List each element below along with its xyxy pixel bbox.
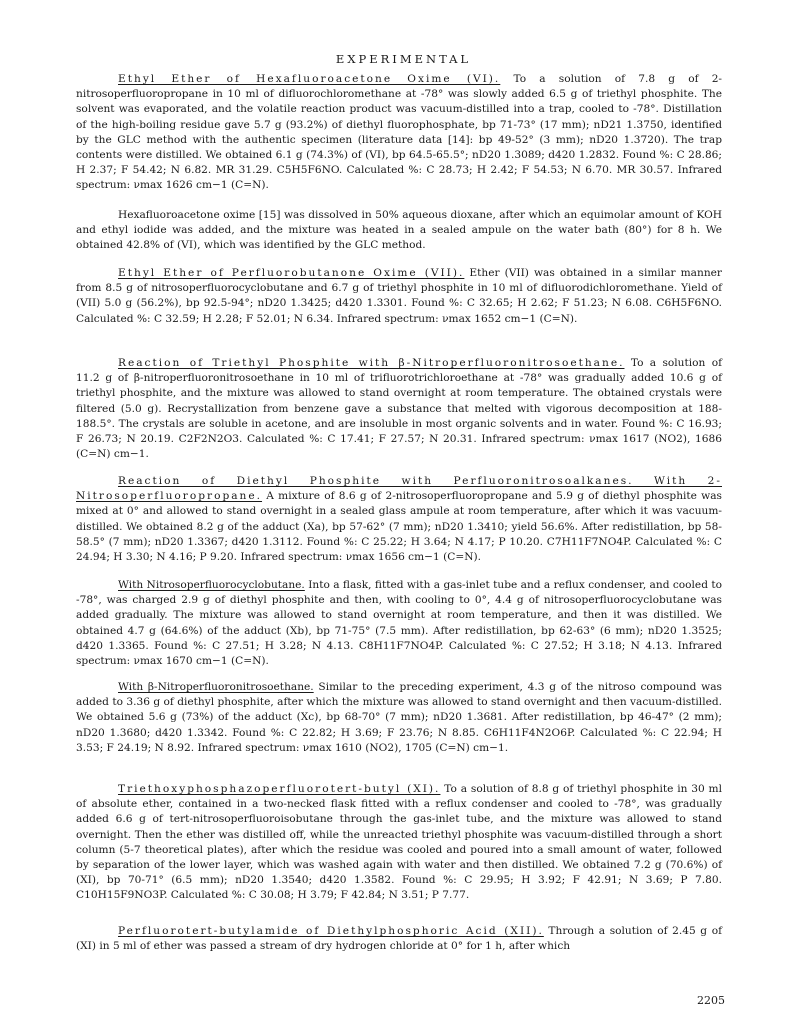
paragraph-nitrosoperfluorocyclobutane	[76, 578, 722, 669]
paragraph-text: Through a solution of 2.45 g of (XI) in 5 ml of ether was passed a stream of dry hydrogen chloride at 0° for 1 h, after which	[76, 925, 722, 953]
paragraph-text: Similar to the preceding experiment, 4.3 g of the nitroso compound was added to 3.36 g of diethyl phosphite, after which the mixture was allowed to stand overnight and then vacuum-distilled. We obtained 5.6 g (73%) of the adduct (Xc), bp 68-70° (7 mm); nD20 1.3681. After redistillation, bp 46-47° (2 mm); nD20 1.3680; d420 1.3342. Found %: C 22.82; H 3.69; F 23.76; N 8.85. C6H11F4N2O6P. Calculated %: C 22.94; H 3.53; F 24.19; N 8.92. Infrared spectrum: νmax 1610 (NO2), 1705 (C=N) cm−1.	[76, 681, 722, 754]
paragraph-lead: Reaction of Triethyl Phosphite with β-Nitroperfluoronitrosoethane.	[118, 357, 625, 369]
paragraph-lead: Triethoxyphosphazoperfluorotert-butyl (XI).	[118, 783, 441, 795]
paragraph-text: To a solution of 7.8 g of 2-nitrosoperfluoropropane in 10 ml of difluorochloromethane at -78° was slowly added 6.5 g of triethyl phosphite. The solvent was evaporated, and the volatile reaction product was vacuum-distilled into a trap, cooled to -78°. Distillation of the high-boiling residue gave 5.7 g (93.2%) of diethyl fluorophosphate, bp 71-73° (17 mm); nD21 1.3750, identified by the GLC method with the authentic specimen (literature data [14]: bp 49-52° (3 mm); nD20 1.3720). The trap contents were distilled. We obtained 6.1 g (74.3%) of (VI), bp 64.5-65.5°; nD20 1.3089; d420 1.2832. Found %: C 28.86; H 2.37; F 54.42; N 6.82. MR 31.29. C5H5F6NO. Calculated %: C 28.73; H 2.42; F 54.53; N 6.70. MR 30.57. Infrared spectrum: νmax 1626 cm−1 (C=N).	[76, 73, 723, 192]
paragraph-triethyl-phosphite-nitroperfluoronitrosoethane	[76, 356, 722, 462]
paragraph-ethyl-ether-hexafluoroacetone-oxime	[76, 72, 722, 194]
paragraph-text: A mixture of 8.6 g of 2-nitrosoperfluoropropane and 5.9 g of diethyl phosphite was mixed at 0° and allowed to stand overnight in a sealed glass ampule at room temperature, after which it was vacuum-distilled. We obtained 8.2 g of the adduct (Xa), bp 57-62° (7 mm); nD20 1.3410; yield 56.6%. After redistillation, bp 58-58.5° (7 mm); nD20 1.3367; d420 1.3112. Found %: C 25.22; H 3.64; N 4.17; P 10.20. C7H11F7NO4P. Calculated %: C 24.94; H 3.30; N 4.16; P 9.20. Infrared spectrum: νmax 1656 cm−1 (C=N).	[76, 490, 722, 564]
paragraph-hexafluoroacetone-oxime-method	[76, 208, 722, 254]
paragraph-lead: Reaction of Diethyl Phosphite with Perfluoronitrosoalkanes. With 2-Nitrosoperfluoropropane.	[76, 475, 722, 503]
paragraph-lead: With β-Nitroperfluoronitrosoethane.	[118, 681, 314, 693]
paragraph-ethyl-ether-perfluorobutanone-oxime	[76, 266, 722, 327]
paragraph-text: To a solution of 8.8 g of triethyl phosphite in 30 ml of absolute ether, contained in a two-necked flask fitted with a reflux condenser and cooled to -78°, was gradually added 6.6 g of tert-nitrosoperfluoroisobutane through the gas-inlet tube, and the mixture was allowed to stand overnight. Then the ether was distilled off, while the unreacted triethyl phosphite was vacuum-distilled through a short column (5-7 theoretical plates), after which the residue was cooled and poured into a small amount of water, followed by separation of the lower layer, which was washed again with water and then distilled. We obtained 7.2 g (70.6%) of (XI), bp 70-71° (6.5 mm); nD20 1.3540; d420 1.3582. Found %: C 29.95; H 3.92; F 42.91; N 3.69; P 7.80. C10H15F9NO3P. Calculated %: C 30.08; H 3.79; F 42.84; N 3.51; P 7.77.	[76, 783, 722, 902]
paragraph-text: Into a flask, fitted with a gas-inlet tube and a reflux condenser, and cooled to -78°, was charged 2.9 g of diethyl phosphite and then, with cooling to 0°, 4.4 g of nitrosoperfluorocyclobutane was added gradually. The mixture was allowed to stand overnight at room temperature, and then it was distilled. We obtained 4.7 g (64.6%) of the adduct (Xb), bp 71-75° (7.5 mm). After redistillation, bp 62-63° (6 mm); nD20 1.3525; d420 1.3365. Found %: C 27.51; H 3.28; N 4.13. C8H11F7NO4P. Calculated %: C 27.52; H 3.18; N 4.13. Infrared spectrum: νmax 1670 cm−1 (C=N).	[76, 579, 722, 668]
page-number: 2205	[697, 994, 725, 1007]
paragraph-beta-nitroperfluoronitrosoethane	[76, 680, 722, 756]
paragraph-text: Ether (VII) was obtained in a similar manner from 8.5 g of nitrosoperfluorocyclobutane and 6.7 g of triethyl phosphite in 10 ml of difluorodichloromethane. Yield of (VII) 5.0 g (56.2%), bp 92.5-94°; nD20 1.3425; d420 1.3301. Found %: C 32.65; H 2.62; F 51.23; N 6.08. C6H5F6NO. Calculated %: C 32.59; H 2.28; F 52.01; N 6.34. Infrared spectrum: νmax 1652 cm−1 (C=N).	[76, 267, 722, 325]
paragraph-text: Hexafluoroacetone oxime [15] was dissolved in 50% aqueous dioxane, after which an equimolar amount of KOH and ethyl iodide was added, and the mixture was heated in a sealed ampule on the water bath (80°) for 8 h. We obtained 42.8% of (VI), which was identified by the GLC method.	[76, 209, 722, 252]
paragraph-perfluorotert-butylamide	[76, 924, 722, 954]
paragraph-triethoxyphosphazoperfluorotert-butyl	[76, 782, 722, 904]
section-heading: EXPERIMENTAL	[335, 52, 472, 66]
paragraph-lead: Perfluorotert-butylamide of Diethylphosphoric Acid (XII).	[118, 925, 544, 937]
paragraph-lead: With Nitrosoperfluorocyclobutane.	[118, 579, 305, 591]
paragraph-lead: Ethyl Ether of Hexafluoroacetone Oxime (VI).	[118, 73, 501, 85]
paragraph-lead: Ethyl Ether of Perfluorobutanone Oxime (VII).	[118, 267, 465, 279]
paragraph-text: To a solution of 11.2 g of β-nitroperfluoronitrosoethane in 10 ml of trifluorotrichloroethane at -78° was gradually added 10.6 g of triethyl phosphite, and the mixture was allowed to stand overnight at room temperature. The obtained crystals were filtered (5.0 g). Recrystallization from benzene gave a substance that melted with vigorous decomposition at 188-188.5°. The crystals are soluble in acetone, and are insoluble in most organic solvents and in water. Found %: C 16.93; F 26.73; N 20.19. C2F2N2O3. Calculated %: C 17.41; F 27.57; N 20.31. Infrared spectrum: νmax 1617 (NO2), 1686 (C=N) cm−1.	[76, 357, 723, 461]
paragraph-diethyl-phosphite-perfluoronitrosoalkanes	[76, 474, 722, 565]
